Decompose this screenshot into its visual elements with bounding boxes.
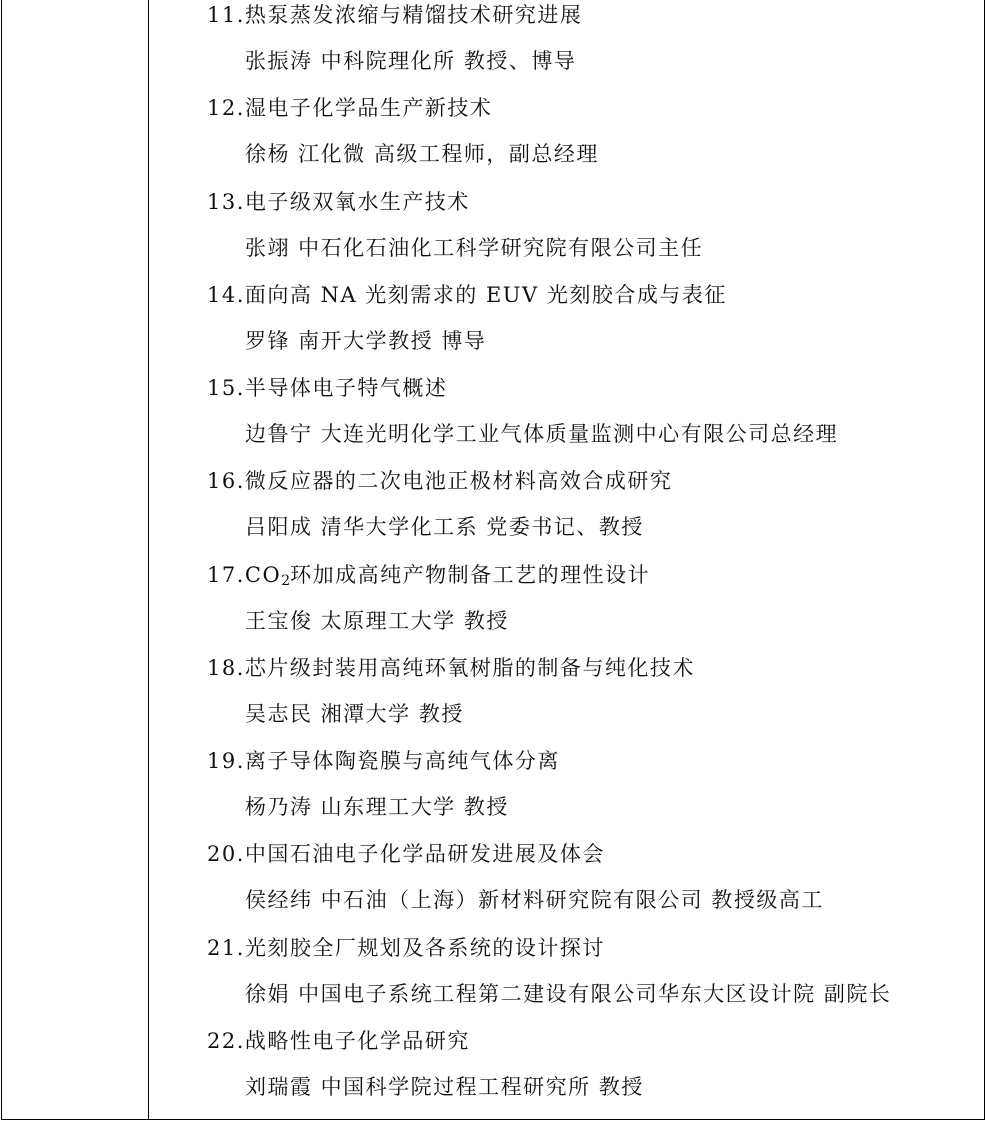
list-item [149, 839, 983, 932]
list-item [149, 560, 983, 653]
talk-title: 15.半导体电子特气概述 [207, 376, 448, 400]
list-item [149, 280, 983, 373]
list-item [149, 93, 983, 186]
list-item [149, 373, 983, 466]
talk-title-prefix: 17.CO [207, 562, 282, 587]
list-item [149, 0, 983, 93]
table-right-border [984, 0, 985, 1119]
talk-title: 19.离子导体陶瓷膜与高纯气体分离 [207, 749, 560, 773]
talk-speaker: 吴志民 湘潭大学 教授 [245, 701, 464, 726]
talk-title: 22.战略性电子化学品研究 [207, 1028, 470, 1053]
talk-speaker: 张振涛 中科院理化所 教授、博导 [245, 49, 577, 73]
talk-speaker: 王宝俊 太原理工大学 教授 [245, 608, 509, 633]
list-item [149, 746, 983, 839]
talk-title: 16.微反应器的二次电池正极材料高效合成研究 [207, 469, 673, 494]
talk-title: 20.中国石油电子化学品研发进展及体会 [207, 842, 605, 867]
talk-speaker: 边鲁宁 大连光明化学工业气体质量监测中心有限公司总经理 [245, 422, 839, 446]
talk-speaker: 吕阳成 清华大学化工系 党委书记、教授 [245, 515, 644, 540]
list-item [149, 933, 983, 1026]
list-item [149, 653, 983, 746]
talk-speaker: 张翊 中石化石油化工科学研究院有限公司主任 [245, 235, 704, 260]
talk-title: 13.电子级双氧水生产技术 [207, 189, 470, 214]
list-item [149, 187, 983, 280]
talk-speaker: 罗锋 南开大学教授 博导 [245, 328, 487, 353]
list-item [149, 1026, 983, 1119]
table-bottom-border [1, 1119, 985, 1120]
talk-speaker: 杨乃涛 山东理工大学 教授 [245, 795, 509, 819]
talk-title: 12.湿电子化学品生产新技术 [207, 96, 493, 121]
talk-title: 14.面向高 NA 光刻需求的 EUV 光刻胶合成与表征 [207, 282, 727, 307]
talk-title [207, 560, 650, 596]
talk-list [149, 0, 983, 1119]
talk-speaker: 徐娟 中国电子系统工程第二建设有限公司华东大区设计院 副院长 [245, 981, 892, 1006]
talk-title: 11.热泵蒸发浓缩与精馏技术研究进展 [207, 3, 583, 27]
talk-title-subscript: 2 [281, 572, 291, 589]
talk-title: 18.芯片级封装用高纯环氧树脂的制备与纯化技术 [207, 655, 695, 680]
talk-speaker: 侯经纬 中石油（上海）新材料研究院有限公司 教授级高工 [245, 888, 824, 913]
talk-speaker: 刘瑞霞 中国科学院过程工程研究所 教授 [245, 1074, 644, 1099]
talk-speaker: 徐杨 江化微 高级工程师，副总经理 [245, 142, 599, 167]
talk-title-suffix: 环加成高纯产物制备工艺的理性设计 [290, 562, 651, 587]
table-left-border [1, 0, 2, 1119]
talk-title: 21.光刻胶全厂规划及各系统的设计探讨 [207, 935, 605, 960]
list-item [149, 466, 983, 559]
